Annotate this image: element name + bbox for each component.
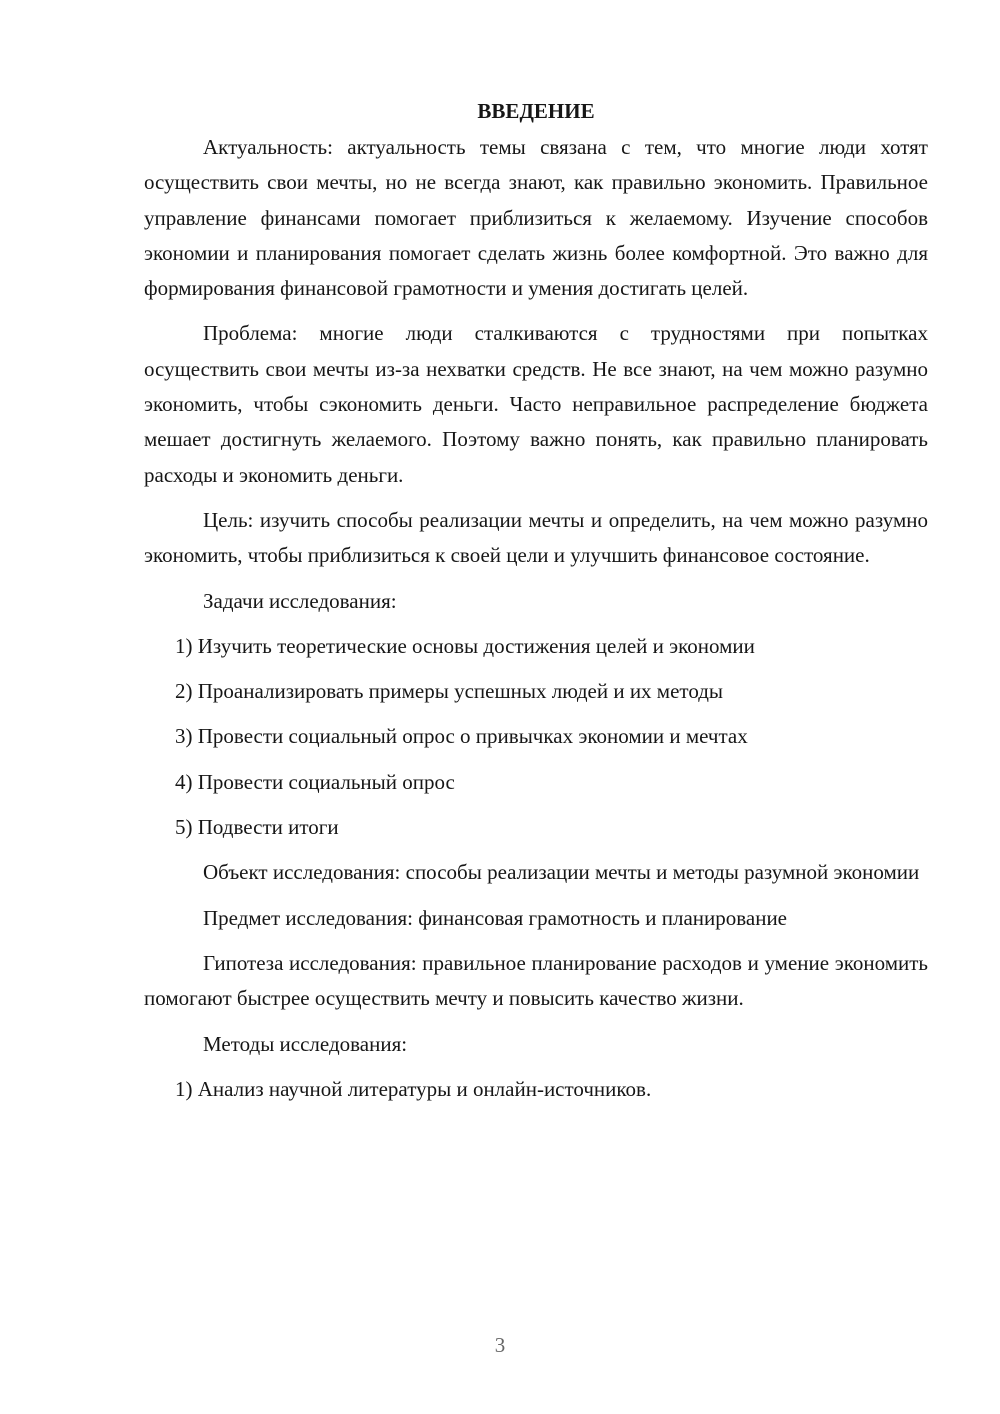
list-item: 5) Подвести итоги <box>175 815 339 840</box>
subject-paragraph: Предмет исследования: финансовая грамотность и планирование <box>203 905 788 930</box>
methods-list <box>144 1072 928 1107</box>
list-item: 2) Проанализировать примеры успешных людей и их методы <box>175 679 724 704</box>
section-title: ВВЕДЕНИЕ <box>477 99 595 123</box>
list-item: 1) Анализ научной литературы и онлайн-источников. <box>175 1076 652 1101</box>
list-item: 4) Провести социальный опрос <box>175 769 455 794</box>
list-item: 3) Провести социальный опрос о привычках экономии и мечтах <box>175 724 748 749</box>
list-item: 1) Изучить теоретические основы достижения целей и экономии <box>175 633 755 658</box>
document-page <box>144 96 928 1107</box>
object-paragraph: Объект исследования: способы реализации мечты и методы разумной экономии <box>203 860 920 885</box>
tasks-list <box>144 629 928 845</box>
tasks-heading: Задачи исследования: <box>203 588 397 613</box>
page-number: 3 <box>494 1333 506 1357</box>
goal-paragraph: Цель: изучить способы реализации мечты и определить, на чем можно разумно экономить, чтобы приблизиться к своей цели и улучшить финансовое состояние. <box>144 507 928 568</box>
relevance-paragraph: Актуальность: актуальность темы связана с тем, что многие люди хотят осуществить свои мечты, но не всегда знают, как правильно экономить. Правильное управление финансами помогает приблизиться к желаемому. Изучение способов экономии и планирования помогает сделать жизнь более комфортной. Это важно для формирования финансовой грамотности и умения достигать целей. <box>144 135 928 301</box>
hypothesis-paragraph: Гипотеза исследования: правильное планирование расходов и умение экономить помогают быстрее осуществить мечту и повысить качество жизни. <box>144 950 928 1011</box>
problem-paragraph: Проблема: многие люди сталкиваются с трудностями при попытках осуществить свои мечты из-за нехватки средств. Не все знают, на чем можно разумно экономить, чтобы сэкономить деньги. Часто неправильное распределение бюджета мешает достигнуть желаемого. Поэтому важно понять, как правильно планировать расходы и экономить деньги. <box>144 321 928 487</box>
methods-heading: Методы исследования: <box>203 1031 408 1056</box>
